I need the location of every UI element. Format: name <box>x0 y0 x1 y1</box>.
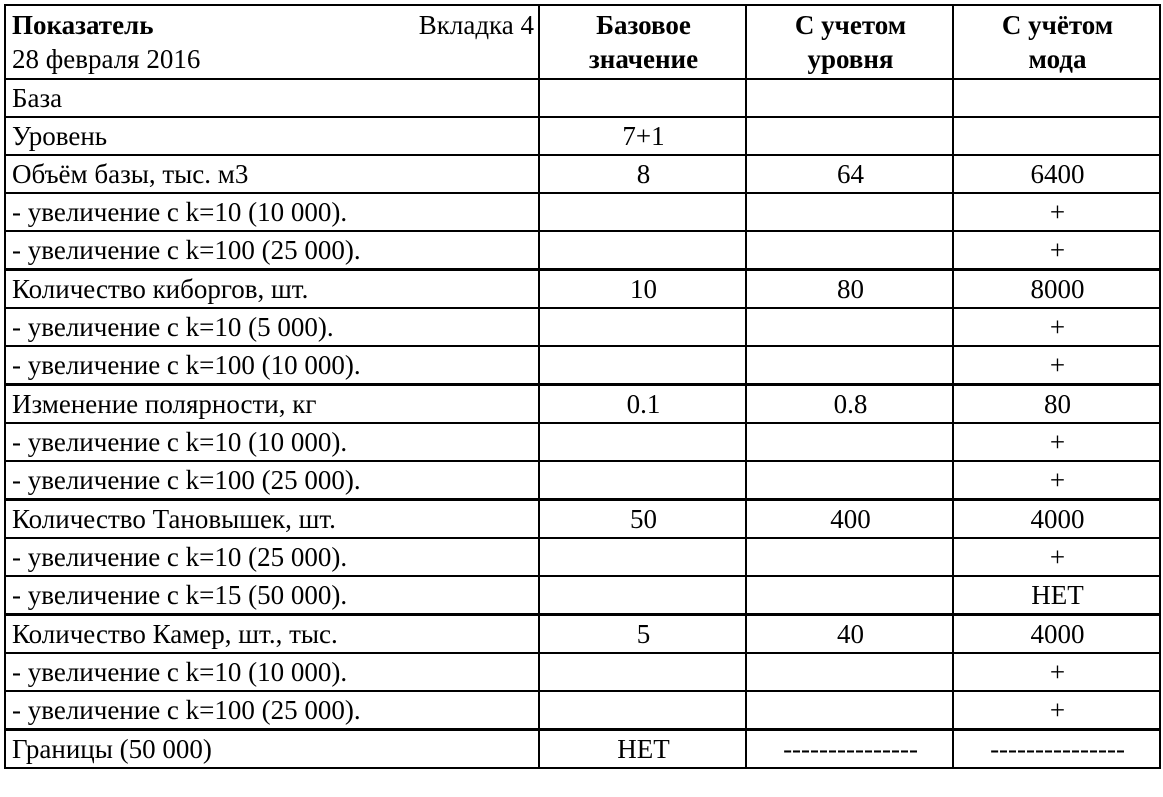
row-label-cell: - увеличение с k=10 (10 000). <box>5 193 539 231</box>
table-row <box>5 576 1160 615</box>
mod-value-cell: + <box>953 193 1160 231</box>
mod-value-cell: + <box>953 691 1160 730</box>
level-value-cell: 400 <box>746 500 953 539</box>
base-value-cell <box>539 461 746 500</box>
row-label-cell: - увеличение с k=10 (5 000). <box>5 308 539 346</box>
base-value-cell: НЕТ <box>539 730 746 769</box>
row-label-cell: - увеличение с k=10 (25 000). <box>5 538 539 576</box>
level-value-cell <box>746 691 953 730</box>
table-row <box>5 615 1160 654</box>
level-value-cell <box>746 538 953 576</box>
base-value-cell: 8 <box>539 155 746 193</box>
mod-value-cell: + <box>953 423 1160 461</box>
base-value-cell <box>539 653 746 691</box>
level-value-cell: --------------- <box>746 730 953 769</box>
stats-table <box>4 4 1161 769</box>
table-row <box>5 653 1160 691</box>
header-mod-line2: мода <box>1028 44 1087 74</box>
mod-value-cell: + <box>953 461 1160 500</box>
level-value-cell <box>746 193 953 231</box>
row-label-cell: Количество Тановышек, шт. <box>5 500 539 539</box>
mod-value-cell: + <box>953 231 1160 270</box>
mod-value-cell: --------------- <box>953 730 1160 769</box>
mod-value-cell: 8000 <box>953 270 1160 309</box>
level-value-cell: 0.8 <box>746 385 953 424</box>
row-label-cell: Уровень <box>5 117 539 155</box>
header-with-level <box>746 5 953 79</box>
base-value-cell: 5 <box>539 615 746 654</box>
indicator-label: Показатель <box>12 10 154 40</box>
level-value-cell: 40 <box>746 615 953 654</box>
base-value-cell <box>539 193 746 231</box>
mod-value-cell: 6400 <box>953 155 1160 193</box>
mod-value-cell: 80 <box>953 385 1160 424</box>
table-row <box>5 270 1160 309</box>
table-row <box>5 308 1160 346</box>
table-body <box>5 79 1160 768</box>
row-label-cell: - увеличение с k=100 (10 000). <box>5 346 539 385</box>
table-row <box>5 730 1160 769</box>
header-with-mod <box>953 5 1160 79</box>
level-value-cell <box>746 117 953 155</box>
table-row <box>5 691 1160 730</box>
base-value-cell: 50 <box>539 500 746 539</box>
base-value-cell <box>539 538 746 576</box>
document-date: 28 февраля 2016 <box>12 44 201 74</box>
mod-value-cell: + <box>953 346 1160 385</box>
level-value-cell: 80 <box>746 270 953 309</box>
table-row <box>5 117 1160 155</box>
header-mod-line1: С учётом <box>1001 10 1114 40</box>
mod-value-cell: + <box>953 653 1160 691</box>
row-label-cell: Границы (50 000) <box>5 730 539 769</box>
mod-value-cell <box>953 79 1160 117</box>
level-value-cell: 64 <box>746 155 953 193</box>
table-header-row <box>5 5 1160 79</box>
row-label-cell: - увеличение с k=100 (25 000). <box>5 231 539 270</box>
header-level-line2: уровня <box>807 44 894 74</box>
table-row <box>5 461 1160 500</box>
row-label-cell: - увеличение с k=100 (25 000). <box>5 461 539 500</box>
table-row <box>5 193 1160 231</box>
level-value-cell <box>746 308 953 346</box>
row-label-cell: Количество Камер, шт., тыс. <box>5 615 539 654</box>
base-value-cell <box>539 79 746 117</box>
base-value-cell <box>539 346 746 385</box>
row-label-cell: База <box>5 79 539 117</box>
level-value-cell <box>746 576 953 615</box>
table-row <box>5 385 1160 424</box>
header-base-line2: значение <box>588 44 699 74</box>
table-row <box>5 155 1160 193</box>
header-base-value <box>539 5 746 79</box>
header-level-line1: С учетом <box>794 10 907 40</box>
header-indicator-cell <box>5 5 539 79</box>
row-label-cell: - увеличение с k=10 (10 000). <box>5 653 539 691</box>
row-label-cell: Количество киборгов, шт. <box>5 270 539 309</box>
table-row <box>5 423 1160 461</box>
level-value-cell <box>746 79 953 117</box>
table-row <box>5 500 1160 539</box>
base-value-cell <box>539 576 746 615</box>
base-value-cell <box>539 231 746 270</box>
mod-value-cell: НЕТ <box>953 576 1160 615</box>
base-value-cell <box>539 423 746 461</box>
mod-value-cell: 4000 <box>953 500 1160 539</box>
base-value-cell: 0.1 <box>539 385 746 424</box>
mod-value-cell: 4000 <box>953 615 1160 654</box>
row-label-cell: - увеличение с k=10 (10 000). <box>5 423 539 461</box>
row-label-cell: Объём базы, тыс. м3 <box>5 155 539 193</box>
base-value-cell <box>539 308 746 346</box>
mod-value-cell: + <box>953 538 1160 576</box>
tab-label: Вкладка 4 <box>418 10 534 40</box>
header-base-line1: Базовое <box>596 10 691 40</box>
row-label-cell: - увеличение с k=100 (25 000). <box>5 691 539 730</box>
table-row <box>5 346 1160 385</box>
level-value-cell <box>746 346 953 385</box>
base-value-cell: 7+1 <box>539 117 746 155</box>
level-value-cell <box>746 423 953 461</box>
row-label-cell: Изменение полярности, кг <box>5 385 539 424</box>
table-row <box>5 79 1160 117</box>
base-value-cell: 10 <box>539 270 746 309</box>
level-value-cell <box>746 653 953 691</box>
row-label-cell: - увеличение с k=15 (50 000). <box>5 576 539 615</box>
table-row <box>5 231 1160 270</box>
base-value-cell <box>539 691 746 730</box>
level-value-cell <box>746 461 953 500</box>
table-row <box>5 538 1160 576</box>
mod-value-cell <box>953 117 1160 155</box>
mod-value-cell: + <box>953 308 1160 346</box>
level-value-cell <box>746 231 953 270</box>
